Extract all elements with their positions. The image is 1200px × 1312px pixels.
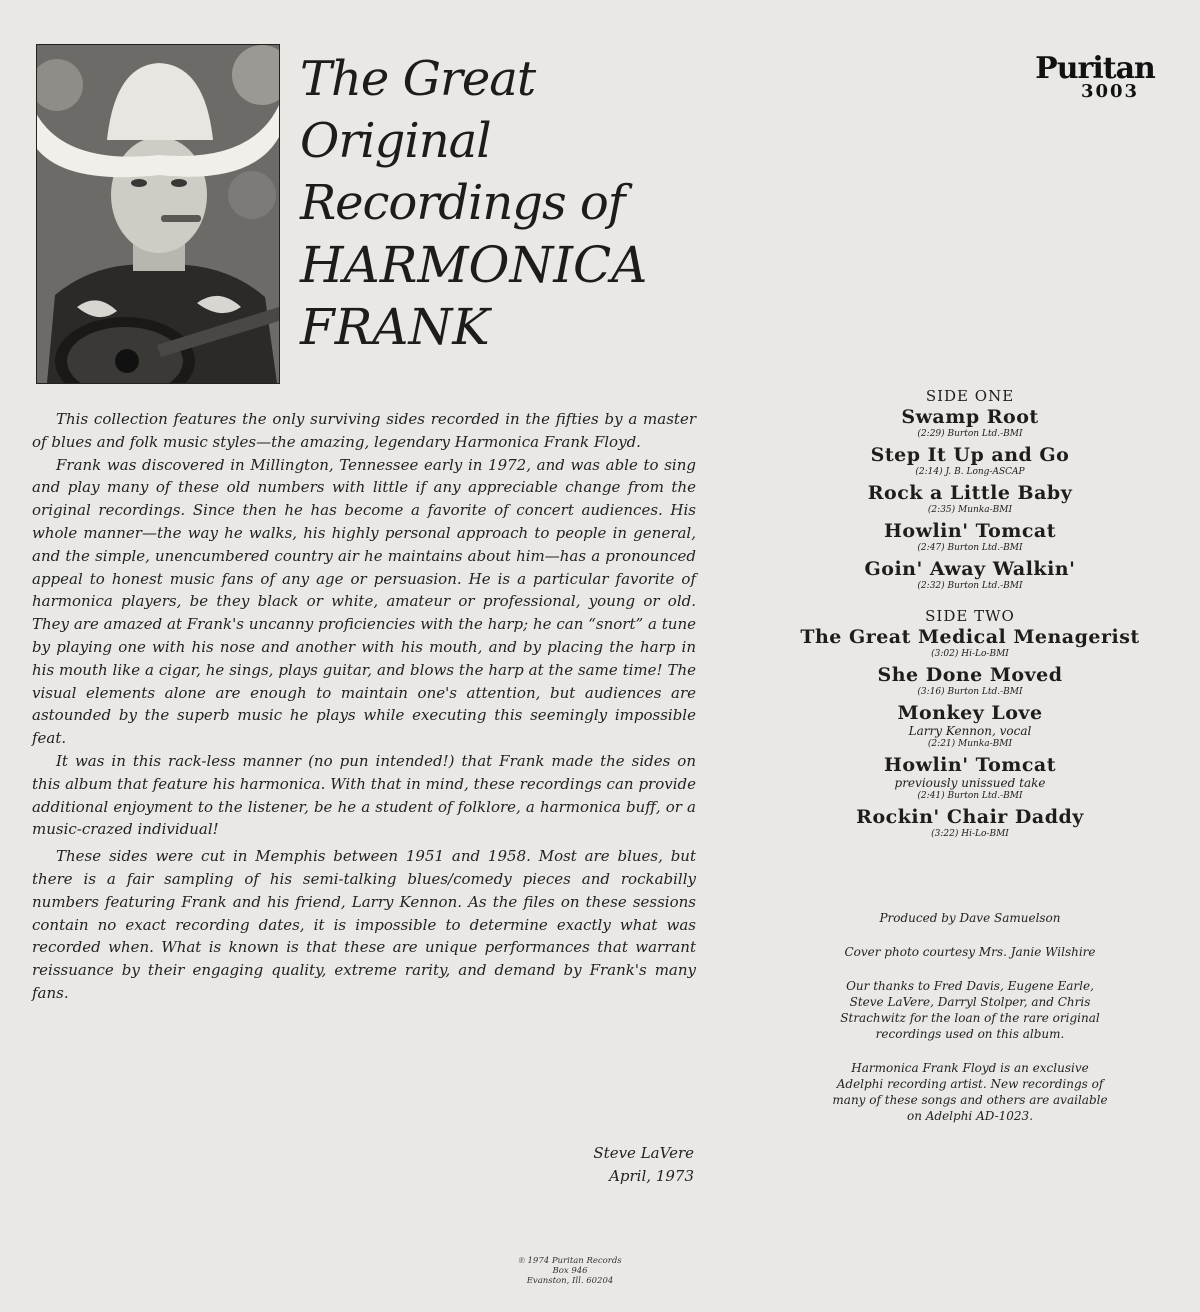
- track-item: [780, 444, 1160, 478]
- catalog-number: 3003: [1080, 81, 1140, 102]
- producer-credit: Produced by Dave Samuelson: [879, 911, 1061, 925]
- album-title: [300, 48, 720, 358]
- label-brand: Puritan: [1035, 51, 1155, 86]
- title-line-4: HARMONICA: [300, 236, 648, 294]
- track-credit: (3:02) Hi-Lo-BMI: [931, 649, 1009, 659]
- portrait-illustration: [37, 45, 279, 383]
- signature-date: April, 1973: [609, 1167, 694, 1185]
- track-title: She Done Moved: [877, 664, 1063, 686]
- track-credit: (2:35) Munka-BMI: [927, 505, 1013, 515]
- copyright-line: ℗ 1974 Puritan Records: [518, 1256, 622, 1266]
- track-item: [780, 520, 1160, 554]
- track-title: Swamp Root: [901, 406, 1039, 428]
- title-line-5: FRANK: [300, 298, 490, 356]
- liner-signature: [500, 1142, 694, 1188]
- copyright-line: Box 946: [552, 1266, 588, 1276]
- track-item: [780, 754, 1160, 802]
- track-item: [780, 406, 1160, 440]
- track-credit: (2:32) Burton Ltd.-BMI: [917, 581, 1023, 591]
- track-item: [780, 806, 1160, 840]
- track-credit: (3:16) Burton Ltd.-BMI: [917, 687, 1023, 697]
- track-listing: [780, 384, 1160, 844]
- track-item: [780, 626, 1160, 660]
- track-credit: (2:21) Munka-BMI: [927, 739, 1013, 749]
- track-item: [780, 482, 1160, 516]
- track-title: Rockin' Chair Daddy: [856, 806, 1084, 828]
- record-label-logo: [1030, 51, 1160, 102]
- liner-paragraph: This collection features the only surviving sides recorded in the fifties by a master of blues and folk music styles—the amazing, legendary Harmonica Frank Floyd.: [32, 410, 696, 451]
- artist-note: Harmonica Frank Floyd is an exclusive Adelphi recording artist. New recordings of many of these songs and others are available on Adelphi AD-1023.: [832, 1061, 1108, 1123]
- thanks-note: Our thanks to Fred Davis, Eugene Earle, Steve LaVere, Darryl Stolper, and Chris Strachwitz for the loan of the rare original recordings used on this album.: [840, 979, 1100, 1041]
- copyright-line: Evanston, Ill. 60204: [526, 1276, 614, 1286]
- track-note: Larry Kennon, vocal: [908, 724, 1032, 738]
- album-credits: [780, 910, 1160, 1142]
- track-credit: (3:22) Hi-Lo-BMI: [931, 829, 1009, 839]
- photo-credit: Cover photo courtesy Mrs. Janie Wilshire: [844, 945, 1096, 959]
- track-item: [780, 664, 1160, 698]
- liner-paragraph: Frank was discovered in Millington, Tennessee early in 1972, and was able to sing and play many of these old numbers with little if any appreciable change from the original recordings. Since then he has become a favorite of concert audiences. His whole manner—the way he walks, his highly personal approach to people in general, and the simple, unencumbered country air he maintains about him—has a pronounced appeal to honest music fans of any age or persuasion. He is a particular favorite of harmonica players, be they black or white, amateur or professional, young or old. They are amazed at Frank's uncanny proficiencies with the harp; he can “snort” a tune by playing one with his nose and another with his mouth, and by placing the harp in his mouth like a cigar, he sings, plays guitar, and blows the harp at the same time! The visual elements alone are enough to maintain one's attention, but audiences are astounded by the superb music he plays while executing this seemingly impossible feat.: [32, 455, 696, 748]
- side-two-heading: SIDE TWO: [925, 607, 1015, 625]
- track-title: Monkey Love: [897, 702, 1043, 724]
- track-credit: (2:41) Burton Ltd.-BMI: [917, 791, 1023, 801]
- liner-paragraph: These sides were cut in Memphis between 1951 and 1958. Most are blues, but there is a fair sampling of his semi-talking blues/comedy pieces and rockabilly numbers featuring Frank and his friend, Larry Kennon. As the files on these sessions contain no exact recording dates, it is impossible to determine exactly what was recorded when. What is known is that these are unique performances that warrant reissuance by their engaging quality, extreme rarity, and demand by Frank's many fans.: [32, 847, 696, 1002]
- title-line-2: Original: [300, 113, 491, 169]
- track-item: [780, 558, 1160, 592]
- track-title: Howlin' Tomcat: [883, 754, 1057, 776]
- track-title: Goin' Away Walkin': [864, 558, 1076, 580]
- liner-notes: [32, 408, 696, 1005]
- signature-name: Steve LaVere: [593, 1144, 694, 1162]
- title-line-3: Recordings of: [300, 175, 625, 231]
- track-title: Howlin' Tomcat: [883, 520, 1057, 542]
- title-line-1: The Great: [300, 51, 536, 107]
- track-title: The Great Medical Menagerist: [800, 626, 1140, 648]
- track-title: Step It Up and Go: [870, 444, 1070, 466]
- track-title: Rock a Little Baby: [867, 482, 1073, 504]
- track-credit: (2:29) Burton Ltd.-BMI: [917, 429, 1023, 439]
- track-credit: (2:14) J. B. Long-ASCAP: [915, 467, 1025, 477]
- track-credit: (2:47) Burton Ltd.-BMI: [917, 543, 1023, 553]
- side-one-heading: SIDE ONE: [925, 387, 1015, 405]
- liner-paragraph: It was in this rack-less manner (no pun intended!) that Frank made the sides on this album that feature his harmonica. With that in mind, these recordings can provide additional enjoyment to the listener, be he a student of folklore, a harmonica buff, or a music-crazed individual!: [32, 751, 696, 839]
- track-item: [780, 702, 1160, 750]
- cover-photo: [36, 44, 280, 384]
- copyright-notice: [470, 1256, 670, 1286]
- track-note: previously unissued take: [894, 776, 1046, 790]
